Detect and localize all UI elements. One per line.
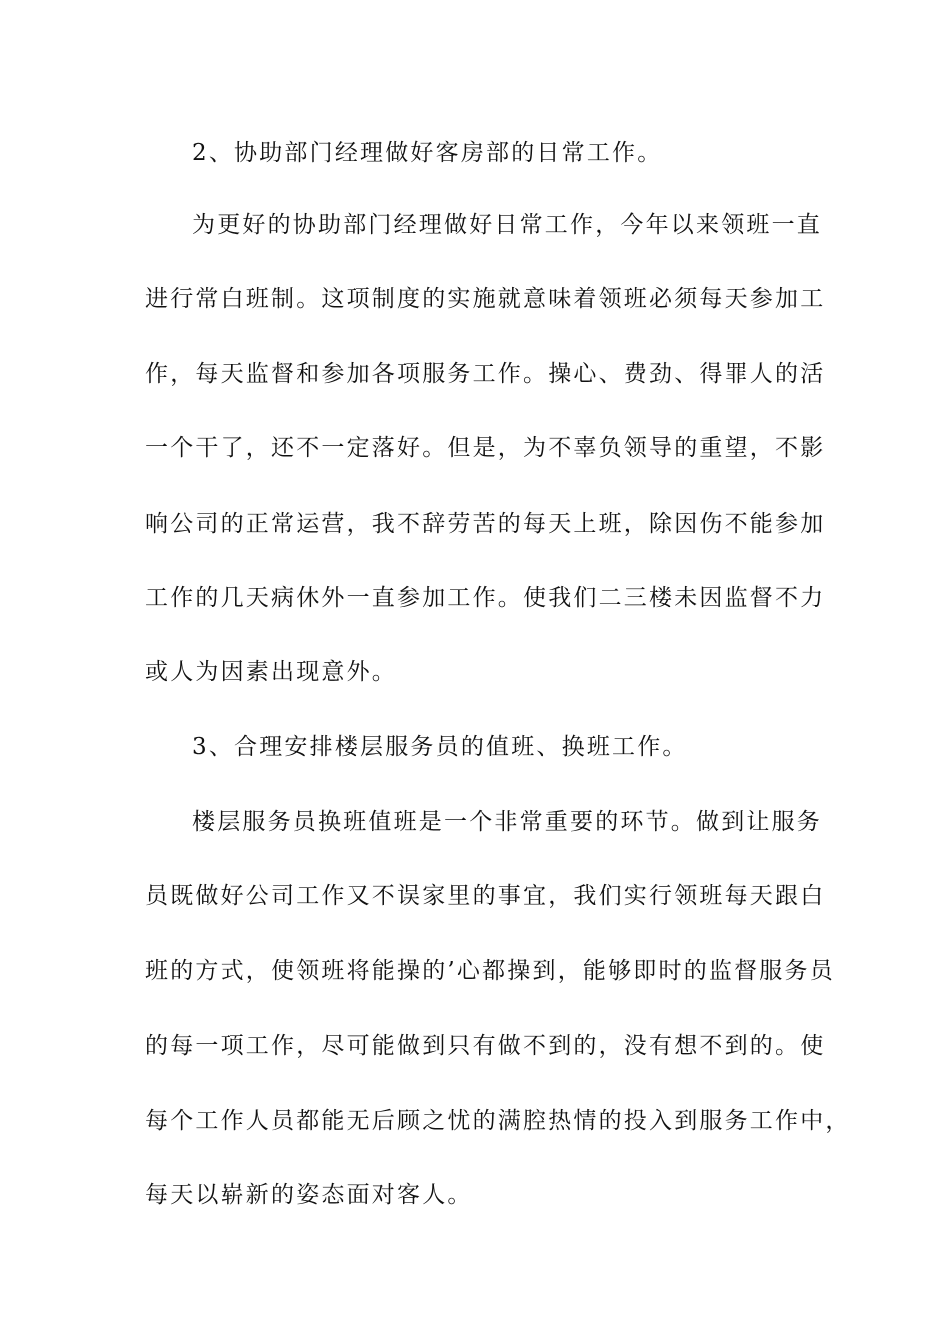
paragraph-line: 一个干了，还不一定落好。但是，为不辜负领导的重望，不影 (145, 435, 826, 461)
paragraph-line: 楼层服务员换班值班是一个非常重要的环节。做到让服务 (192, 809, 822, 835)
paragraph-line: 响公司的正常运营，我不辞劳苦的每天上班，除因伤不能参加 (145, 511, 826, 537)
paragraph-line: 的每一项工作，尽可能做到只有做不到的，没有想不到的。使 (145, 1033, 826, 1059)
paragraph-line: 作，每天监督和参加各项服务工作。操心、费劲、得罪人的活 (145, 361, 826, 387)
paragraph-line: 每天以崭新的姿态面对客人。 (145, 1182, 473, 1208)
paragraph-line: 每个工作人员都能无后顾之忧的满腔热情的投入到服务工作中， (145, 1108, 851, 1134)
section-heading-2: 2、协助部门经理做好客房部的日常工作。 (192, 140, 663, 166)
paragraph-line: 或人为因素出现意外。 (145, 659, 397, 685)
paragraph-line: 员既做好公司工作又不误家里的事宜，我们实行领班每天跟白 (145, 883, 826, 909)
paragraph-line: 进行常白班制。这项制度的实施就意味着领班必须每天参加工 (145, 286, 826, 312)
paragraph-line: 工作的几天病休外一直参加工作。使我们二三楼未因监督不力 (145, 585, 826, 611)
section-heading-3: 3、合理安排楼层服务员的值班、换班工作。 (192, 734, 688, 760)
paragraph-line: 班的方式，使领班将能操的’心都操到，能够即时的监督服务员 (145, 958, 835, 984)
paragraph-line: 为更好的协助部门经理做好日常工作，今年以来领班一直 (192, 212, 822, 238)
